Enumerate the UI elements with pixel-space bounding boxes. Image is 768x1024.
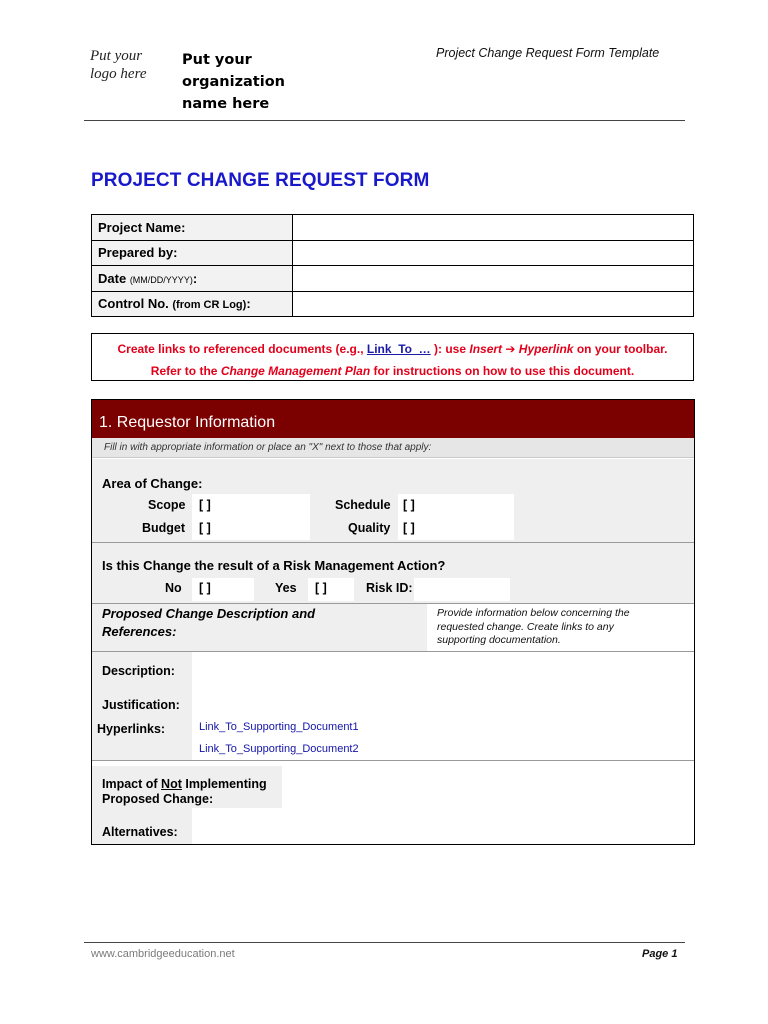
impact-text: Implementing <box>181 777 267 791</box>
supporting-document-link-2[interactable]: Link_To_Supporting_Document2 <box>199 743 359 755</box>
alternatives-label: Alternatives: <box>102 825 178 839</box>
notice-text: Create links to referenced documents (e.g., <box>117 342 367 356</box>
proposed-change-heading <box>102 605 315 641</box>
notice-text: ): use <box>430 342 470 356</box>
scope-label: Scope <box>148 498 186 512</box>
quality-checkbox[interactable]: [ ] <box>403 521 415 535</box>
impact-text: Impact of <box>102 777 162 791</box>
prepared-by-field[interactable] <box>293 240 694 266</box>
logo-placeholder <box>90 47 147 83</box>
org-line-3: name here <box>182 96 270 112</box>
logo-line-2: logo here <box>90 66 147 82</box>
description-label: Description: <box>102 664 175 678</box>
impact-line-1 <box>102 777 267 792</box>
arrow-right-icon: ➔ <box>505 342 516 356</box>
example-link[interactable]: Link_To_… <box>366 342 431 356</box>
date-label <box>92 266 293 292</box>
hyperlink-menu-text: Hyperlink <box>518 342 574 356</box>
date-label-text: Date <box>98 270 127 286</box>
requestor-information-section <box>91 399 695 845</box>
control-no-colon: : <box>246 296 251 312</box>
schedule-quality-box <box>398 494 514 540</box>
logo-line-1: Put your <box>90 48 143 64</box>
org-line-1: Put your <box>182 52 252 68</box>
yes-checkbox[interactable]: [ ] <box>315 581 327 595</box>
schedule-label: Schedule <box>335 498 391 512</box>
divider <box>92 760 694 761</box>
fill-hint: Fill in with appropriate information or place an "X" next to those that apply: <box>92 438 694 458</box>
proposed-line-2: References: <box>102 624 177 639</box>
org-line-2: organization <box>182 74 285 90</box>
table-row <box>92 291 694 317</box>
area-of-change-label: Area of Change: <box>102 476 203 491</box>
insert-menu-text: Insert <box>469 342 503 356</box>
notice-text: Refer to the <box>150 364 221 378</box>
note-line-3: supporting documentation. <box>437 634 561 646</box>
notice-text: for instructions on how to use this document. <box>370 364 635 378</box>
supporting-document-link-1[interactable]: Link_To_Supporting_Document1 <box>199 721 359 733</box>
template-title: Project Change Request Form Template <box>436 46 660 60</box>
proposed-line-1: Proposed Change Description and <box>102 606 316 621</box>
quality-label: Quality <box>348 521 391 535</box>
notice-text: on your toolbar. <box>573 342 668 356</box>
project-name-field[interactable] <box>293 215 694 241</box>
table-row <box>92 240 694 266</box>
note-line-1: Provide information below concerning the <box>437 607 630 619</box>
project-name-label: Project Name: <box>92 215 293 241</box>
page-number: Page 1 <box>642 948 678 960</box>
date-format-hint: (MM/DD/YYYY) <box>129 274 193 285</box>
impact-label <box>102 777 267 807</box>
project-info-table <box>91 214 694 317</box>
page-title: PROJECT CHANGE REQUEST FORM <box>91 170 430 191</box>
header-divider <box>84 120 685 121</box>
control-no-label <box>92 291 293 317</box>
justification-label: Justification: <box>102 698 180 712</box>
organization-name <box>182 49 285 115</box>
footer-divider <box>84 942 685 943</box>
no-checkbox[interactable]: [ ] <box>199 581 211 595</box>
date-field[interactable] <box>293 266 694 292</box>
impact-not-text: Not <box>161 777 182 791</box>
budget-label: Budget <box>142 521 186 535</box>
budget-checkbox[interactable]: [ ] <box>199 521 211 535</box>
control-no-field[interactable] <box>293 291 694 317</box>
control-no-note: (from CR Log) <box>172 299 247 312</box>
risk-question: Is this Change the result of a Risk Management Action? <box>102 558 446 573</box>
control-no-text: Control No. <box>98 296 169 312</box>
yes-label: Yes <box>275 581 297 595</box>
prepared-by-label: Prepared by: <box>92 240 293 266</box>
date-colon: : <box>192 270 198 286</box>
table-row <box>92 215 694 241</box>
notice-line-1 <box>92 338 693 360</box>
footer-website[interactable]: www.cambridgeeducation.net <box>91 948 235 960</box>
schedule-checkbox[interactable]: [ ] <box>403 498 415 512</box>
section-header: 1. Requestor Information <box>92 400 694 438</box>
risk-id-label: Risk ID: <box>366 581 413 595</box>
hyperlinks-label: Hyperlinks: <box>97 722 166 736</box>
proposed-note <box>437 607 667 648</box>
notice-line-2 <box>92 360 693 382</box>
impact-line-2: Proposed Change: <box>102 792 214 806</box>
no-label: No <box>165 581 182 595</box>
table-row <box>92 266 694 292</box>
instructions-notice <box>91 333 694 381</box>
scope-checkbox[interactable]: [ ] <box>199 498 211 512</box>
change-plan-text: Change Management Plan <box>220 364 371 378</box>
risk-id-field[interactable] <box>422 581 508 599</box>
note-line-2: requested change. Create links to any <box>437 620 614 633</box>
